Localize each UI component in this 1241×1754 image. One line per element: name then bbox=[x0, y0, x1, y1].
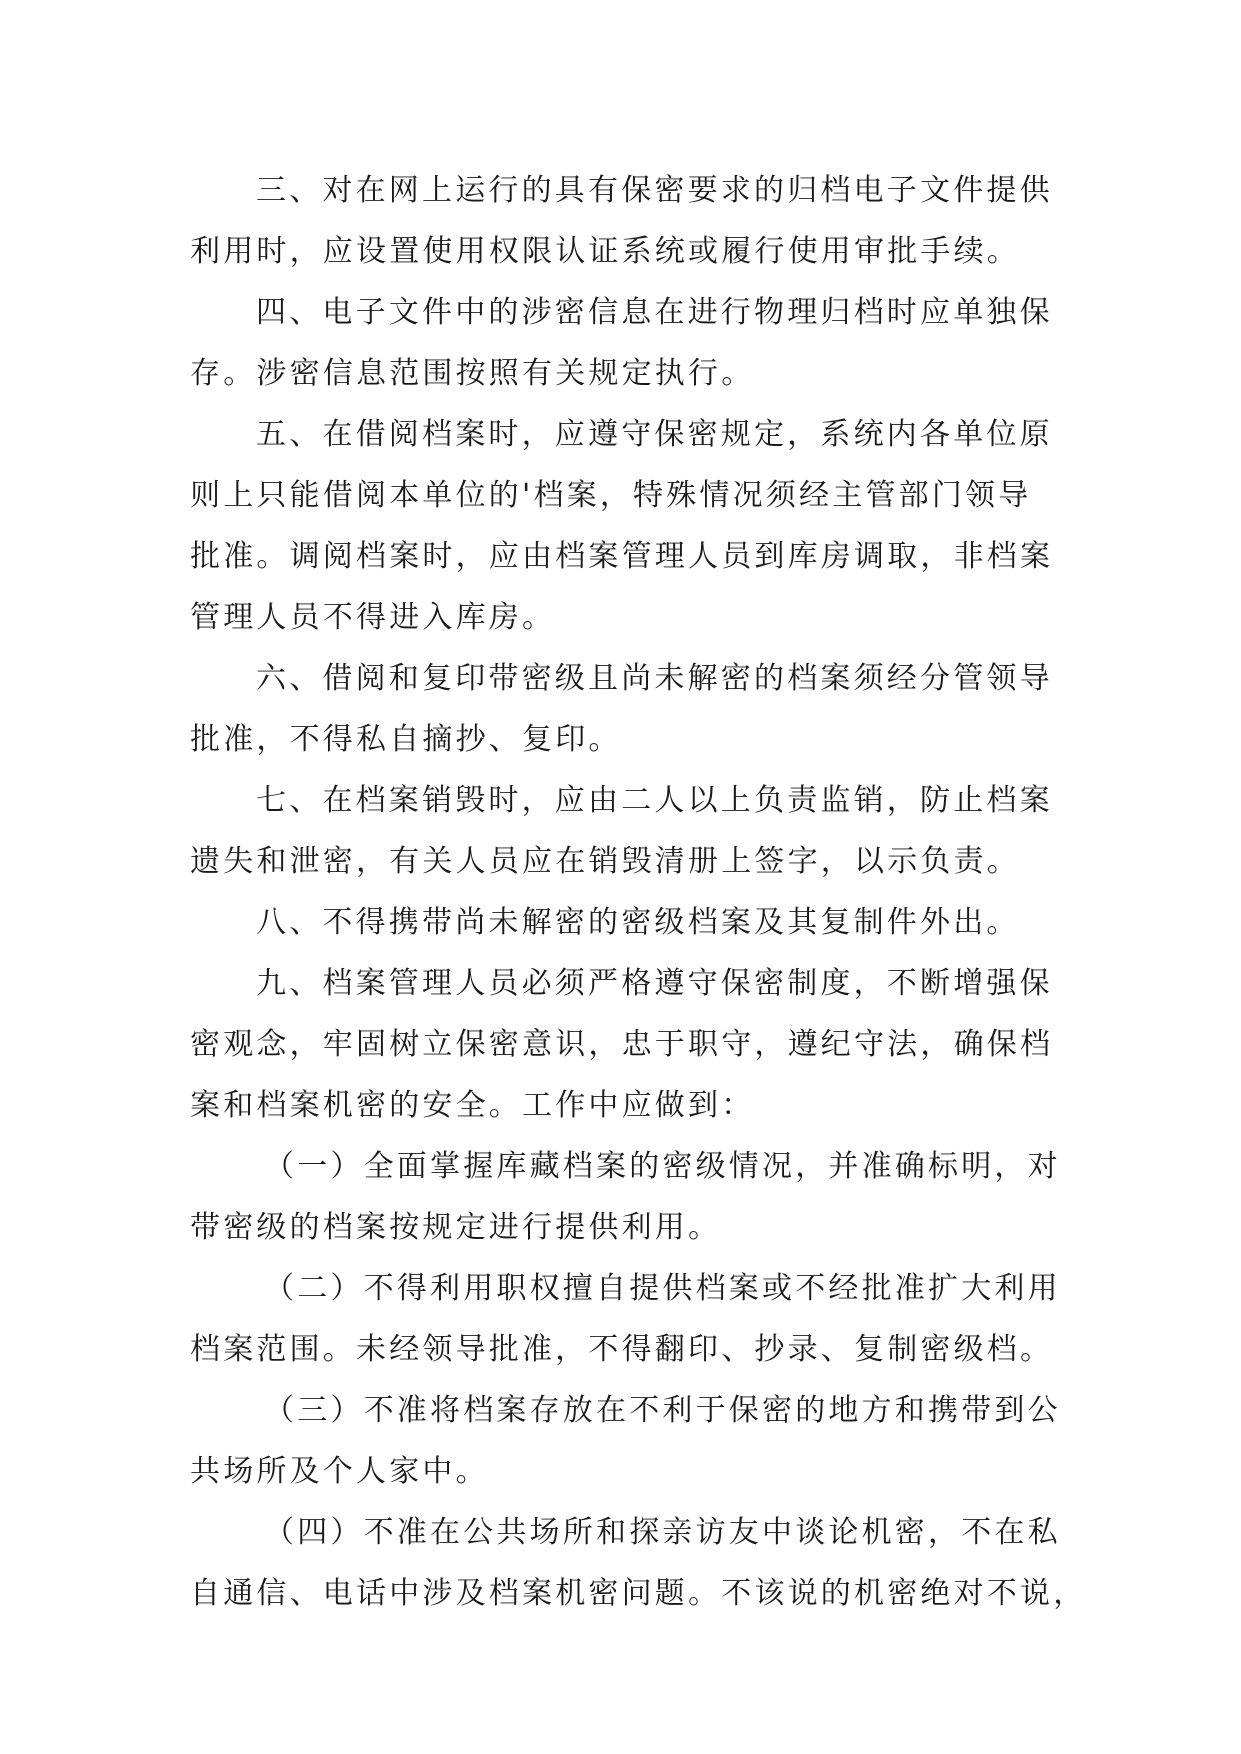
paragraph-5-line-3: 批准。调阅档案时，应由档案管理人员到库房调取，非档案 bbox=[190, 539, 1054, 574]
paragraph-3-line-1: 三、对在网上运行的具有保密要求的归档电子文件提供 bbox=[256, 173, 1053, 208]
document-body bbox=[190, 160, 1087, 1624]
paragraph-9-line-1: 九、档案管理人员必须严格遵守保密制度，不断增强保 bbox=[256, 966, 1053, 1001]
paragraph-8-line-1: 八、不得携带尚未解密的密级档案及其复制件外出。 bbox=[256, 905, 1020, 940]
paragraph-7-line-2: 遗失和泄密，有关人员应在销毁清册上签字，以示负责。 bbox=[190, 844, 1020, 879]
item-1-line-1: （一）全面掌握库藏档案的密级情况，并准确标明，对 bbox=[264, 1149, 1061, 1184]
paragraph-3-line-2: 利用时，应设置使用权限认证系统或履行使用审批手续。 bbox=[190, 234, 1020, 269]
item-4-line-2: 自通信、电话中涉及档案机密问题。不该说的机密绝对不说， bbox=[190, 1576, 1087, 1611]
paragraph-9-line-2: 密观念，牢固树立保密意识，忠于职守，遵纪守法，确保档 bbox=[190, 1027, 1054, 1062]
paragraph-5-line-4: 管理人员不得进入库房。 bbox=[190, 600, 556, 635]
paragraph-5-line-1: 五、在借阅档案时，应遵守保密规定，系统内各单位原 bbox=[256, 417, 1053, 452]
paragraph-9-line-3: 案和档案机密的安全。工作中应做到： bbox=[190, 1088, 755, 1123]
paragraph-5-line-2: 则上只能借阅本单位的'档案，特殊情况须经主管部门领导 bbox=[190, 478, 1032, 513]
item-1-line-2: 带密级的档案按规定进行提供利用。 bbox=[190, 1210, 722, 1245]
paragraph-7-line-1: 七、在档案销毁时，应由二人以上负责监销，防止档案 bbox=[256, 783, 1053, 818]
item-4-line-1: （四）不准在公共场所和探亲访友中谈论机密，不在私 bbox=[264, 1515, 1061, 1550]
item-3-line-2: 共场所及个人家中。 bbox=[190, 1454, 489, 1489]
paragraph-4-line-1: 四、电子文件中的涉密信息在进行物理归档时应单独保 bbox=[256, 295, 1053, 330]
item-3-line-1: （三）不准将档案存放在不利于保密的地方和携带到公 bbox=[264, 1393, 1061, 1428]
item-2-line-1: （二）不得利用职权擅自提供档案或不经批准扩大利用 bbox=[264, 1271, 1061, 1306]
paragraph-4-line-2: 存。涉密信息范围按照有关规定执行。 bbox=[190, 356, 755, 391]
paragraph-6-line-1: 六、借阅和复印带密级且尚未解密的档案须经分管领导 bbox=[256, 661, 1053, 696]
paragraph-6-line-2: 批准，不得私自摘抄、复印。 bbox=[190, 722, 622, 757]
item-2-line-2: 档案范围。未经领导批准，不得翻印、抄录、复制密级档。 bbox=[190, 1332, 1054, 1367]
